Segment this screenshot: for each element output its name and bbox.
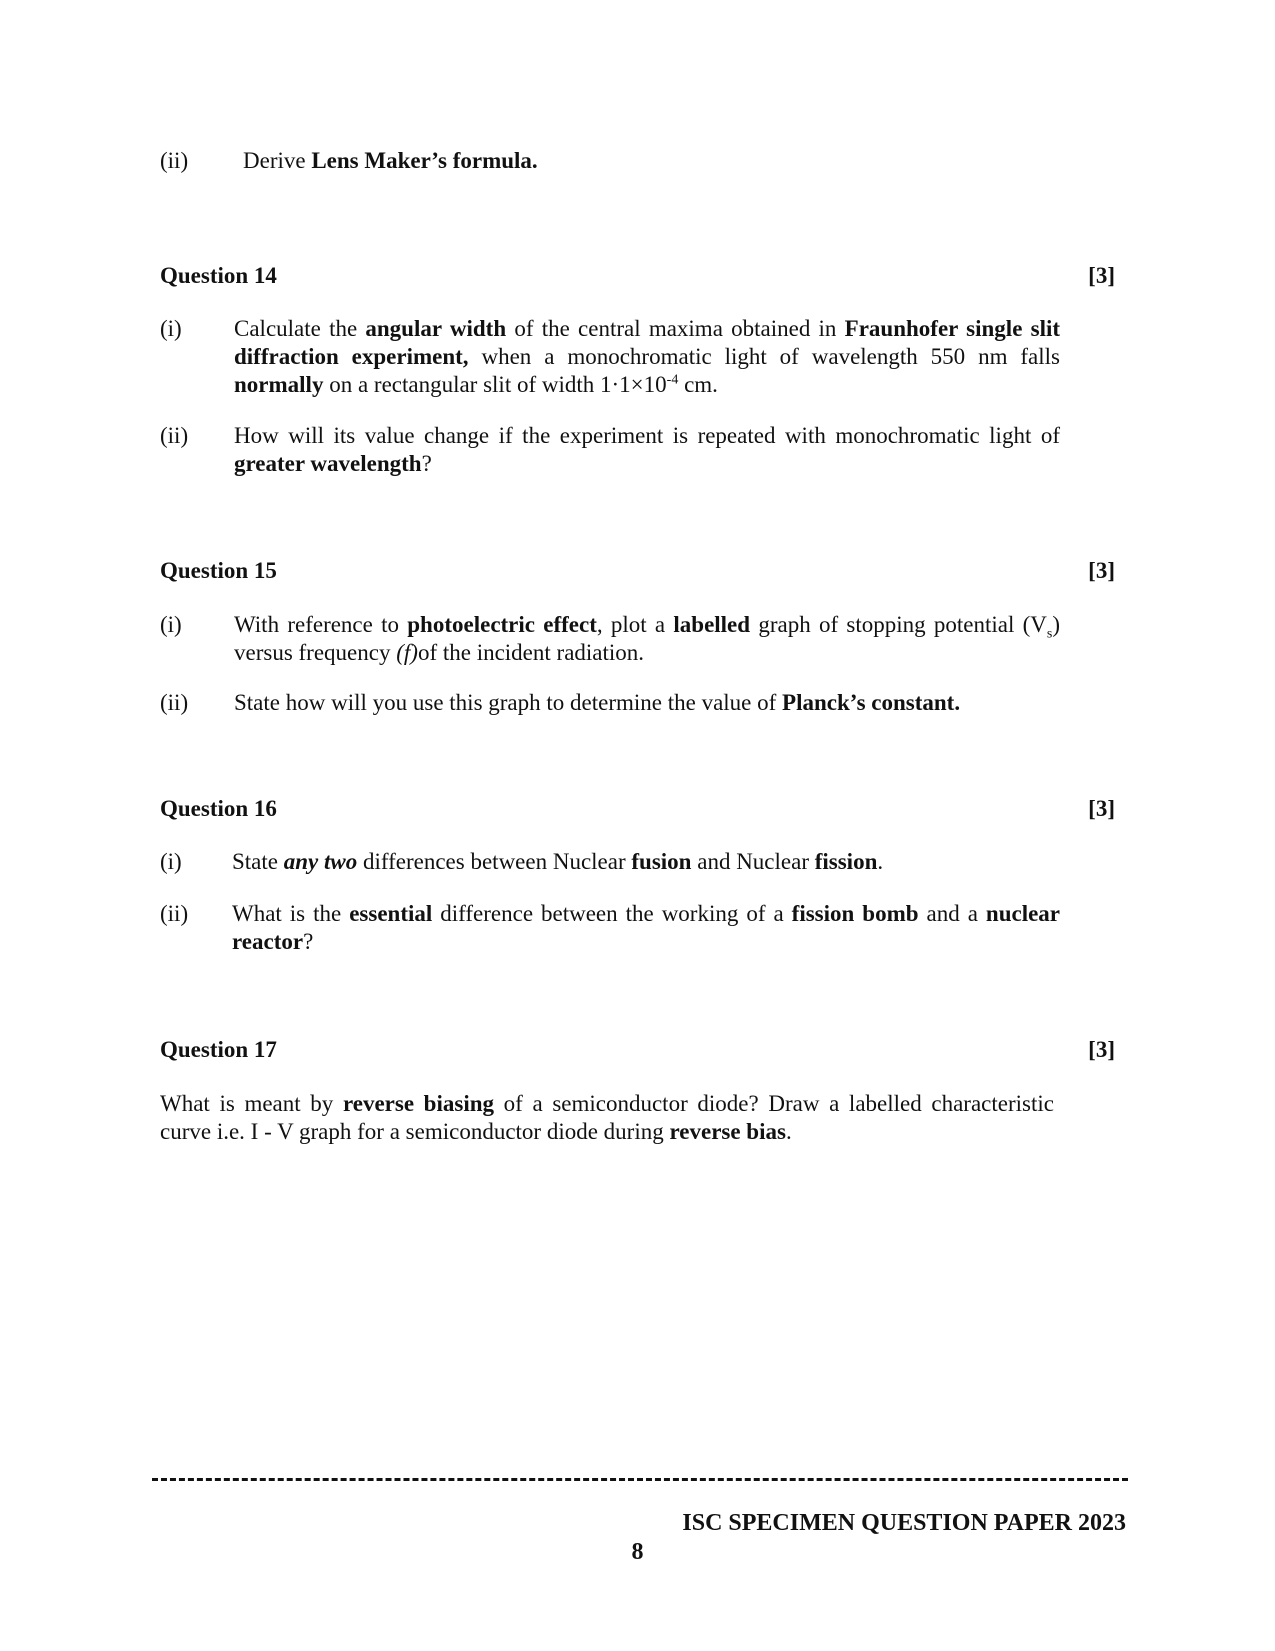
text: and a bbox=[918, 901, 986, 926]
bold-text: fission bomb bbox=[791, 901, 919, 926]
text: of a semiconductor diode? Draw a labelled characteristic curve i.e. I - V graph for a semiconductor diode during bbox=[160, 1091, 1054, 1144]
bold-italic-text: any two bbox=[283, 849, 358, 874]
text: State bbox=[232, 849, 284, 874]
text: ? bbox=[303, 929, 314, 954]
question-14-title: Question 14 bbox=[160, 263, 277, 288]
text: difference between the working of a bbox=[432, 901, 792, 926]
question-15-title: Question 15 bbox=[160, 558, 277, 583]
question-15-marks: [3] bbox=[1088, 558, 1115, 583]
item-number: (ii) bbox=[160, 901, 189, 926]
footer-title: ISC SPECIMEN QUESTION PAPER 2023 bbox=[682, 1510, 1126, 1536]
text: Calculate the bbox=[234, 316, 366, 341]
footer-divider bbox=[152, 1478, 1128, 1481]
text: and Nuclear bbox=[691, 849, 815, 874]
item-number: (ii) bbox=[160, 148, 189, 173]
bold-text: fission bbox=[814, 849, 878, 874]
bold-text: Fraunhofer single slit diffraction experiment, bbox=[234, 316, 1061, 369]
text: of the incident radiation. bbox=[417, 640, 645, 665]
question-15-part-ii bbox=[234, 689, 1060, 717]
bold-text: reverse biasing bbox=[342, 1091, 494, 1116]
bold-text: fusion bbox=[631, 849, 692, 874]
question-17-text bbox=[160, 1090, 1054, 1146]
text: , plot a bbox=[596, 612, 674, 637]
question-16-part-i bbox=[232, 848, 1058, 876]
text: ? bbox=[421, 451, 432, 476]
question-16-marks: [3] bbox=[1088, 796, 1115, 821]
bold-text: photoelectric effect bbox=[407, 612, 597, 637]
text: cm. bbox=[678, 372, 718, 397]
item-number: (ii) bbox=[160, 690, 189, 715]
question-17-title: Question 17 bbox=[160, 1037, 277, 1062]
text: of the central maxima obtained in bbox=[506, 316, 845, 341]
item-number: (i) bbox=[160, 849, 182, 874]
text: when a monochromatic light of wavelength 550 nm falls bbox=[468, 344, 1060, 369]
bold-text: nuclear reactor bbox=[232, 901, 1061, 954]
text: State how will you use this graph to determine the value of bbox=[234, 690, 783, 715]
bold-text: Lens Maker’s formula. bbox=[311, 148, 538, 173]
text: ) versus frequency bbox=[234, 612, 1060, 665]
bold-text: normally bbox=[234, 372, 324, 397]
question-15-part-i bbox=[234, 611, 1060, 667]
bold-text: reverse bias bbox=[669, 1119, 786, 1144]
text: What is meant by bbox=[160, 1091, 343, 1116]
question-13-part-ii bbox=[243, 147, 1069, 175]
subscript: s bbox=[1046, 626, 1053, 642]
text: With reference to bbox=[234, 612, 408, 637]
question-16-part-ii bbox=[232, 900, 1060, 956]
item-number: (ii) bbox=[160, 423, 189, 448]
bold-text: labelled bbox=[673, 612, 751, 637]
question-14-part-i bbox=[234, 315, 1060, 399]
text: Derive bbox=[243, 148, 312, 173]
question-14-part-ii bbox=[234, 422, 1060, 478]
bold-text: greater wavelength bbox=[234, 451, 422, 476]
item-number: (i) bbox=[160, 612, 182, 637]
text: on a rectangular slit of width 1·1×10 bbox=[323, 372, 667, 397]
question-14-marks: [3] bbox=[1088, 263, 1115, 288]
text: . bbox=[877, 849, 884, 874]
item-number: (i) bbox=[160, 316, 182, 341]
text: . bbox=[785, 1119, 792, 1144]
bold-text: angular width bbox=[365, 316, 507, 341]
italic-text: (f) bbox=[396, 640, 418, 665]
text: How will its value change if the experiment is repeated with monochromatic light of bbox=[234, 423, 1060, 448]
bold-text: Planck’s constant. bbox=[782, 690, 961, 715]
bold-text: essential bbox=[349, 901, 433, 926]
text: graph of stopping potential (V bbox=[750, 612, 1047, 637]
page-number: 8 bbox=[631, 1539, 644, 1565]
question-17-marks: [3] bbox=[1088, 1037, 1115, 1062]
question-16-title: Question 16 bbox=[160, 796, 277, 821]
superscript: -4 bbox=[666, 372, 679, 388]
text: What is the bbox=[232, 901, 350, 926]
text: differences between Nuclear bbox=[357, 849, 632, 874]
